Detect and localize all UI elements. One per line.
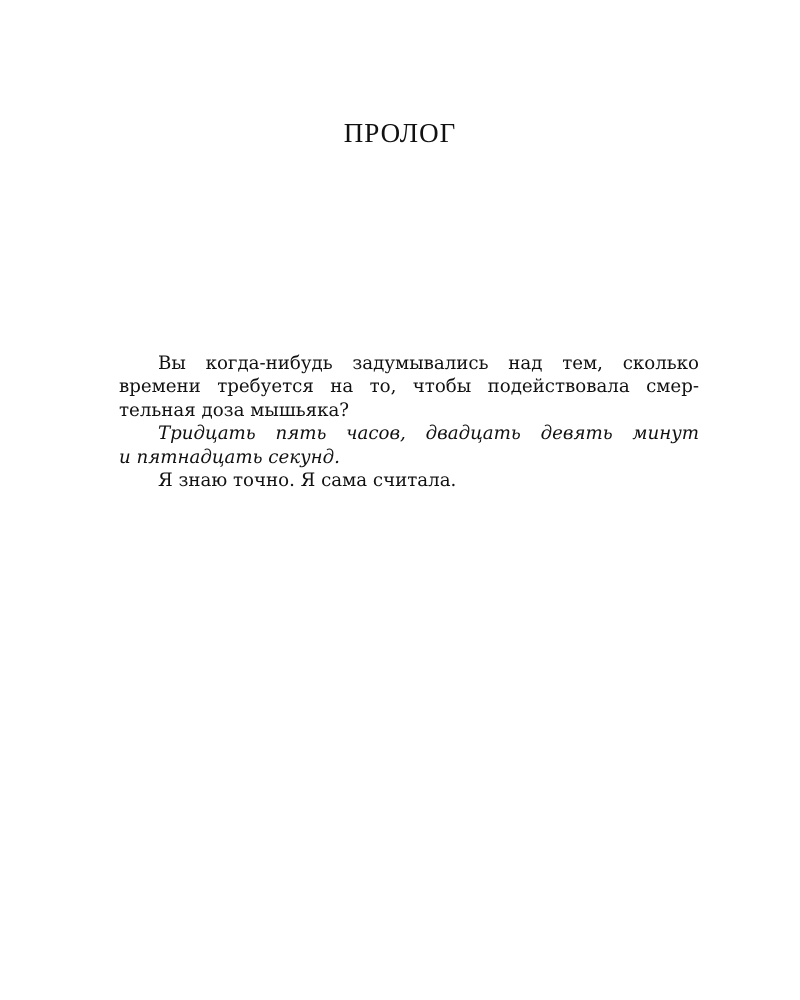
paragraph-1-line-3: тельная доза мышьяка? bbox=[119, 399, 350, 421]
paragraph-1-line-2: времени требуется на то, чтобы подействовала смер- bbox=[119, 376, 699, 398]
paragraph-2 bbox=[119, 422, 699, 469]
paragraph-3-line-1: Я знаю точно. Я сама считала. bbox=[158, 470, 457, 492]
paragraph-2-line-1: Тридцать пять часов, двадцать девять минут bbox=[158, 423, 699, 445]
paragraph-2-line-2: и пятнадцать секунд. bbox=[119, 446, 340, 468]
paragraph-1 bbox=[119, 352, 699, 422]
paragraph-3 bbox=[119, 469, 699, 492]
paragraph-1-line-1: Вы когда-нибудь задумывались над тем, сколько bbox=[158, 353, 699, 374]
body-text bbox=[119, 352, 699, 492]
chapter-title: ПРОЛОГ bbox=[343, 118, 457, 148]
